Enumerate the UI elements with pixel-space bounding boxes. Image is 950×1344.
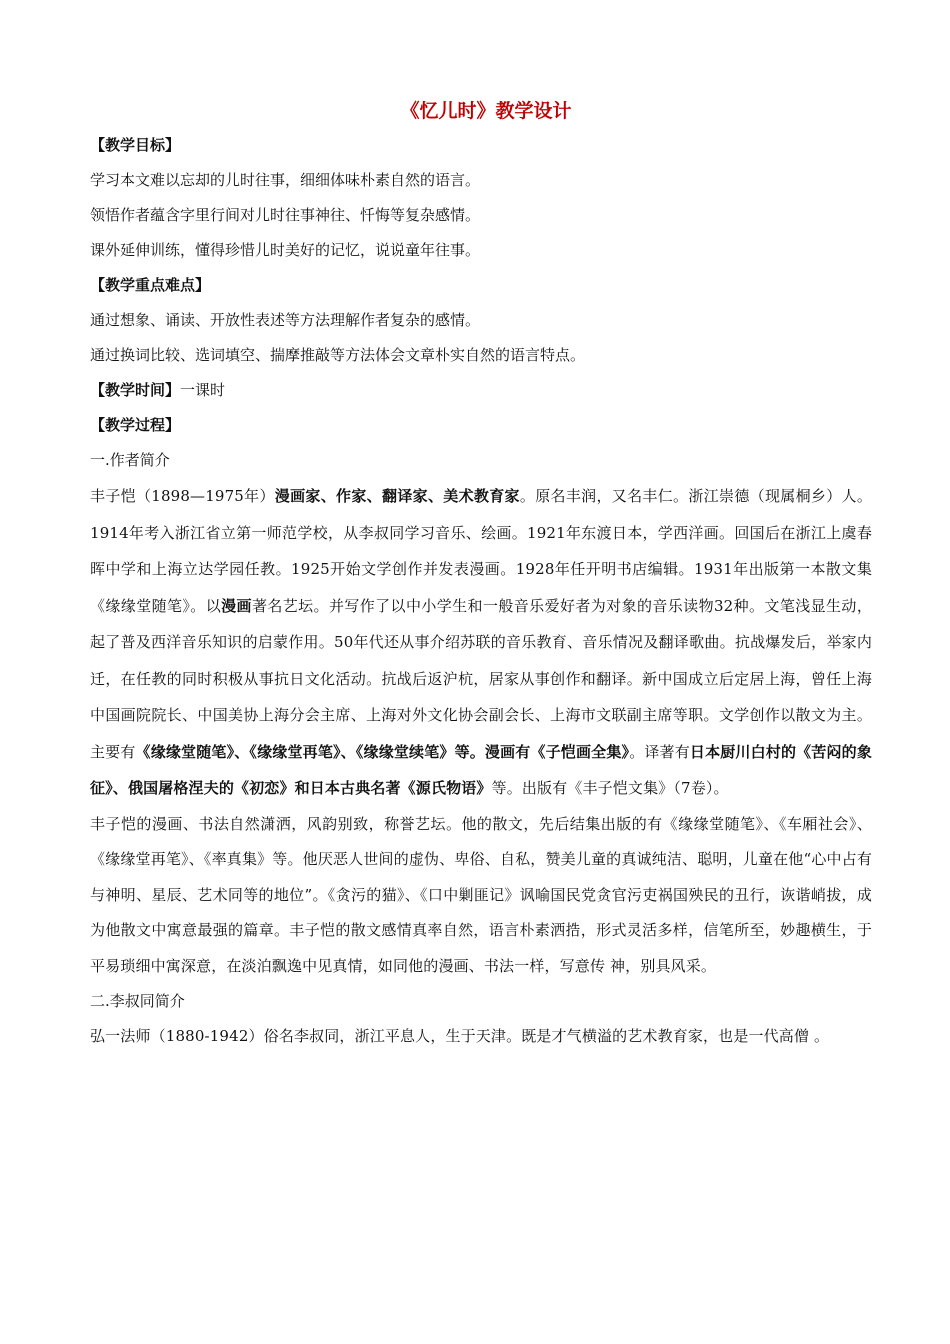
goals-heading: 【教学目标】 — [90, 136, 181, 154]
key-point-item: 通过换词比较、选词填空、揣摩推敲等方法体会文章朴实自然的语言特点。 — [90, 346, 586, 364]
section-title-li-shutong: 二.李叔同简介 — [90, 992, 185, 1010]
bio-text: 。译著有 — [629, 742, 690, 761]
bio-text: 。原名丰润，又名丰仁。浙江崇德（现属桐乡）人。1914年考入浙江省立第一师范学校，从李叔同学习音乐、绘画。1921年东渡日本，学西洋画。回国后在浙江上虞春晖中学和上海立达学园任教。1925开始文学创作并发表漫画。1928年任开明书店编辑。1931年出版第一本散文集《缘缘堂随笔》。以 — [90, 487, 873, 615]
bio-text: 丰子恺（1898—1975年） — [90, 487, 275, 505]
teaching-time — [90, 373, 872, 408]
goal-item: 学习本文难以忘却的儿时往事，细细体味朴素自然的语言。 — [90, 171, 481, 189]
goal-item: 课外延伸训练，懂得珍惜儿时美好的记忆，说说童年往事。 — [90, 241, 481, 259]
bio-bold: 漫画家、作家、翻译家、美术教育家 — [274, 487, 520, 505]
bio-bold: 日本厨川白村的《苦闷的象征》、俄国屠格涅夫的《初恋》和日本古典名著《源氏物语》 — [90, 742, 872, 797]
bio-bold: 《缘缘堂随笔》、《缘缘堂再笔》、《缘缘堂续笔》等。漫画有《子恺画全集》 — [135, 742, 630, 761]
section-title-author: 一.作者简介 — [90, 451, 170, 469]
bio-text: 等。出版有《丰子恺文集》（7卷）。 — [491, 779, 729, 797]
process-heading: 【教学过程】 — [90, 416, 181, 434]
teaching-time-heading: 【教学时间】 — [90, 381, 181, 399]
key-point-item: 通过想象、诵读、开放性表述等方法理解作者复杂的感情。 — [90, 311, 481, 329]
author-style-paragraph: 丰子恺的漫画、书法自然潇洒，风韵别致，称誉艺坛。他的散文，先后结集出版的有《缘缘堂随笔》、《车厢社会》、《缘缘堂再笔》、《率真集》等。他厌恶人世间的虚伪、卑俗、自私，赞美儿童的真诚纯洁、聪明，儿童在他“心中占有与神明、星辰、艺术同等的地位”。《贪污的猫》、《口中剿匪记》讽喻国民党贪官污吏祸国殃民的丑行，诙谐峭拔，成为他散文中寓意最强的篇章。丰子恺的散文感情真率自然，语言朴素洒捁，形式灵活多样，信笔所至，妙趣横生，于平易琐细中寓深意，在淡泊飘逸中见真情，如同他的漫画、书法一样，写意传 神，别具风采。 — [90, 814, 872, 975]
author-bio-paragraph — [90, 478, 872, 807]
bio-bold: 漫画 — [221, 596, 252, 615]
page-title: 《忆儿时》教学设计 — [400, 100, 572, 122]
goal-item: 领悟作者蕴含字里行间对儿时往事神往、忏悔等复杂感情。 — [90, 206, 481, 224]
teaching-time-value: 一课时 — [180, 381, 226, 399]
key-points-heading: 【教学重点难点】 — [90, 276, 211, 294]
li-shutong-paragraph: 弘一法师（1880-1942）俗名李叔同，浙江平息人，生于天津。既是才气横溢的艺术教育家，也是一代高僧 。 — [90, 1027, 830, 1045]
bio-text: 著名艺坛。并写作了以中小学生和一般音乐爱好者为对象的音乐读物32种。文笔浅显生动，起了普及西洋音乐知识的启蒙作用。50年代还从事介绍苏联的音乐教育、音乐情况及翻译歌曲。抗战爆发后，举家内迁，在任教的同时积极从事抗日文化活动。抗战后返沪杭，居家从事创作和翻译。新中国成立后定居上海，曾任上海中国画院院长、中国美协上海分会主席、上海对外文化协会副会长、上海市文联副主席等职。文学创作以散文为主。主要有 — [90, 596, 872, 761]
